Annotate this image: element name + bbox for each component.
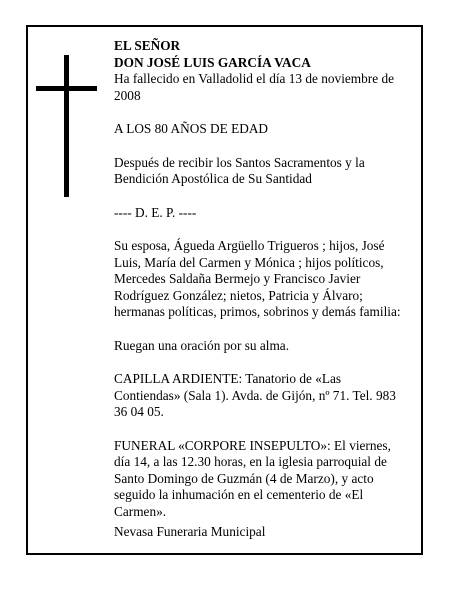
notice-title: EL SEÑOR — [114, 38, 181, 53]
obituary-text — [114, 38, 410, 541]
prayer-request: Ruegan una oración por su alma. — [114, 337, 290, 353]
funeral-home: Nevasa Funeraria Municipal — [114, 524, 266, 539]
cross-icon — [64, 55, 69, 197]
cross-icon-crossbar — [36, 86, 97, 91]
age-statement: A LOS 80 AÑOS DE EDAD — [114, 121, 269, 136]
chapel-info: CAPILLA ARDIENTE: Tanatorio de «Las Contiendas» (Sala 1). Avda. de Gijón, nº 71. Tel. 983 36 04 05. — [114, 371, 396, 419]
funeral-info: FUNERAL «CORPORE INSEPULTO»: El viernes, día 14, a las 12.30 horas, en la iglesia parroquial de Santo Domingo de Guzmán (4 de Marzo), y acto seguido la inhumación en el cementerio de «El Carmen». — [114, 437, 391, 519]
family-list: Su esposa, Águeda Argüello Trigueros ; hijos, José Luis, María del Carmen y Mónica ; hijos políticos, Mercedes Saldaña Bermejo y Francisco Javier Rodríguez González; nietos, Patricia y Álvaro; hermanas políticas, primos, sobrinos y demás familia: — [114, 238, 401, 319]
rip-line: ---- D. E. P. ---- — [114, 204, 197, 220]
sacraments-statement: Después de recibir los Santos Sacramentos y la Bendición Apostólica de Su Santidad — [114, 154, 365, 186]
deceased-name: DON JOSÉ LUIS GARCÍA VACA — [114, 54, 311, 70]
death-statement: Ha fallecido en Valladolid el día 13 de noviembre de 2008 — [114, 71, 395, 103]
